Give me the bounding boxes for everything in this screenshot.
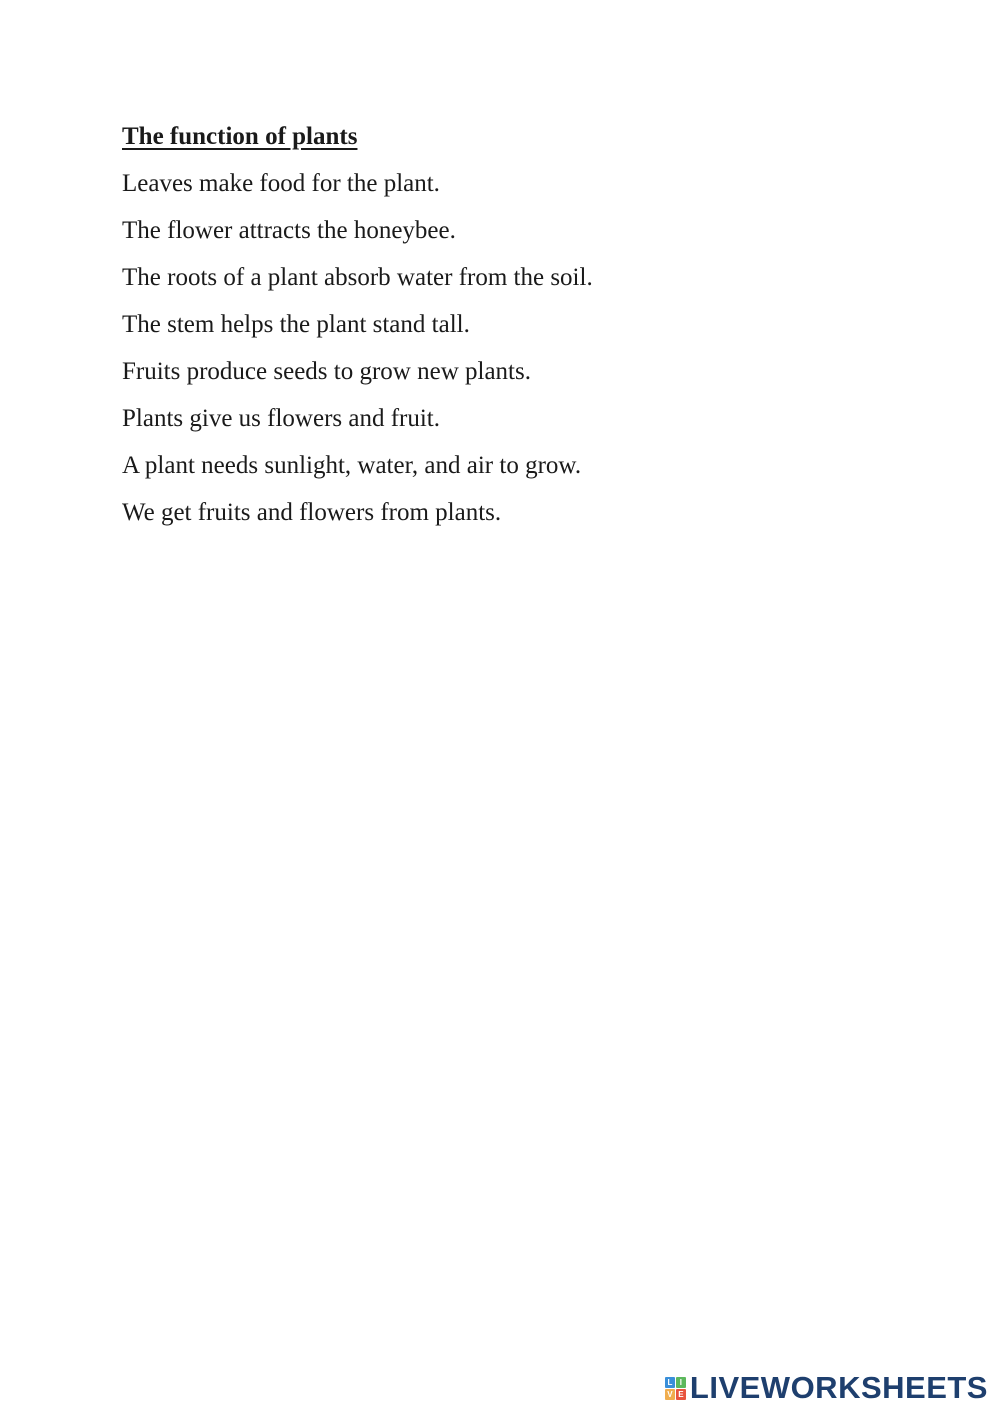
brand-mark-cell: E	[676, 1389, 686, 1400]
sentence-line: The roots of a plant absorb water from the soil.	[122, 264, 593, 291]
brand-name: LIVEWORKSHEETS	[689, 1370, 988, 1405]
sentence-line: The flower attracts the honeybee.	[122, 217, 456, 244]
sentence-line: Plants give us flowers and fruit.	[122, 405, 441, 432]
brand-mark-cell: I	[676, 1377, 686, 1388]
sentence-line: Leaves make food for the plant.	[122, 170, 440, 197]
brand-logo	[665, 1368, 988, 1408]
brand-mark-cell: L	[665, 1377, 675, 1388]
sentence-line: A plant needs sunlight, water, and air to grow.	[122, 452, 582, 479]
sentence-line: The stem helps the plant stand tall.	[122, 311, 470, 338]
page-title: The function of plants	[122, 123, 358, 150]
brand-mark-cell: V	[665, 1389, 675, 1400]
document-body	[122, 118, 922, 541]
sentence-line: We get fruits and flowers from plants.	[122, 499, 502, 526]
sentence-line: Fruits produce seeds to grow new plants.	[122, 358, 531, 385]
sentence-list	[122, 165, 922, 532]
brand-mark-icon	[665, 1377, 686, 1400]
